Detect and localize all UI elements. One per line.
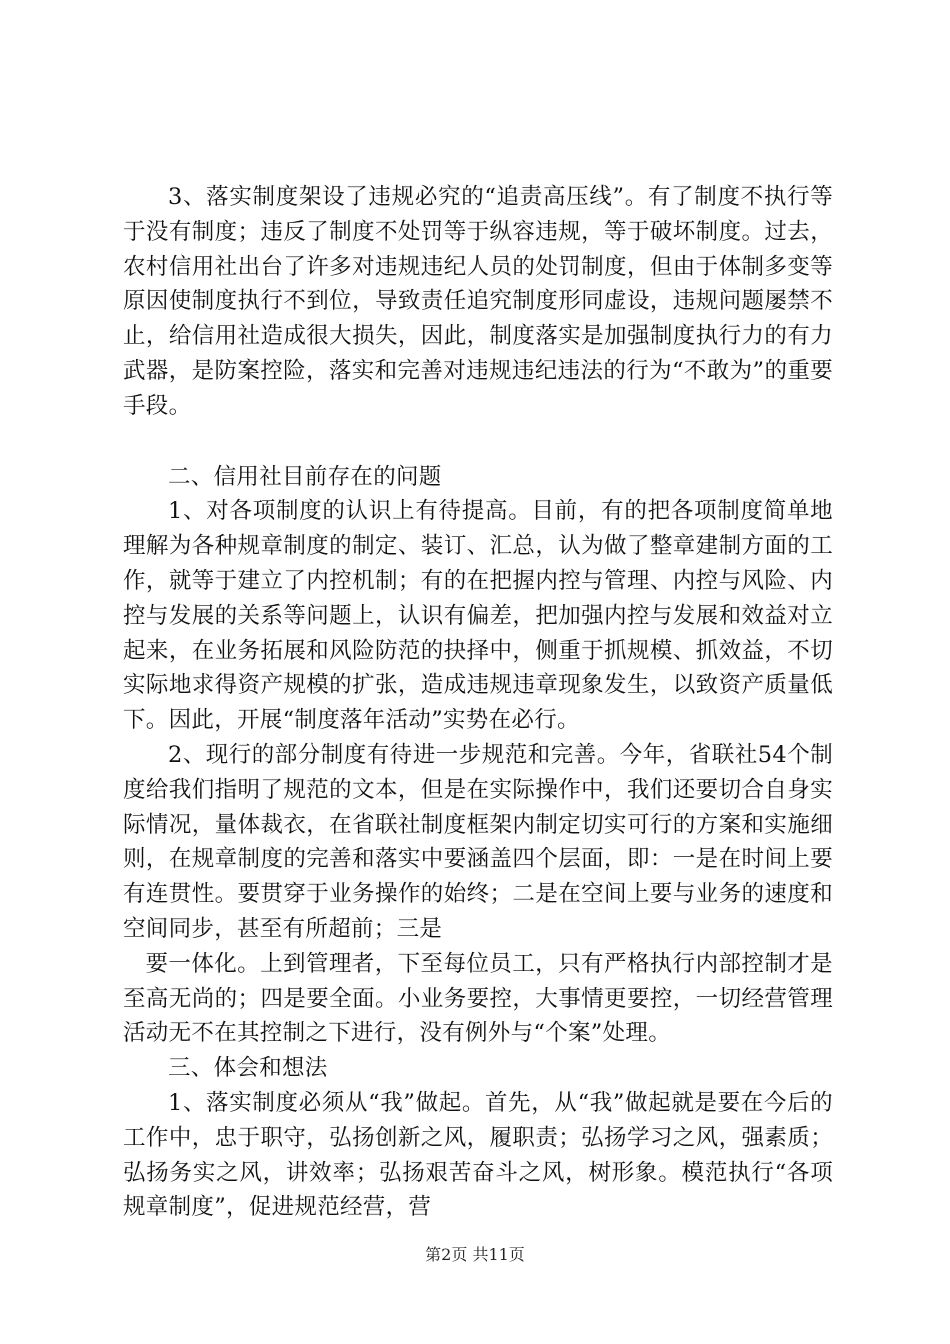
page-number-footer: 第2页 共11页 (425, 1245, 525, 1264)
document-body (123, 180, 833, 1225)
paragraph-start-with-me: 1、落实制度必须从“我”做起。首先，从“我”做起就是要在今后的工作中，忠于职守，弘扬创新之风，履职责；弘扬学习之风，强素质；弘扬务实之风，讲效率；弘扬艰苦奋斗之风，树形象。模范执行“各项规章制度”，促进规范经营，营 (123, 1089, 833, 1221)
paragraph-standardization: 2、现行的部分制度有待进一步规范和完善。今年，省联社54个制度给我们指明了规范的文本，但是在实际操作中，我们还要切合自身实际情况，量体裁衣，在省联社制度框架内制定切实可行的方案和实施细则，在规章制度的完善和落实中要涵盖四个层面，即：一是在时间上要有连贯性。要贯穿于业务操作的始终；二是在空间上要与业务的速度和空间同步，甚至有所超前；三是 (123, 741, 833, 942)
section-heading-problems: 二、信用社目前存在的问题 (168, 463, 442, 490)
paragraph-awareness: 1、对各项制度的认识上有待提高。目前，有的把各项制度简单地理解为各种规章制度的制定、装订、汇总，认为做了整章建制方面的工作，就等于建立了内控机制；有的在把握内控与管理、内控与风险、内控与发展的关系等问题上，认识有偏差，把加强内控与发展和效益对立起来，在业务拓展和风险防范的抉择中，侧重于抓规模、抓效益，不切实际地求得资产规模的扩张，造成违规违章现象发生，以致资产质量低下。因此，开展“制度落年活动”实势在必行。 (123, 498, 833, 734)
section-heading-reflections: 三、体会和想法 (168, 1055, 328, 1082)
paragraph-integration: 要一体化。上到管理者，下至每位员工，只有严格执行内部控制才是至高无尚的；四是要全面。小业务要控，大事情更要控，一切经营管理活动无不在其控制之下进行，没有例外与“个案”处理。 (123, 950, 833, 1047)
paragraph-accountability: 3、落实制度架设了违规必究的“追责高压线”。有了制度不执行等于没有制度；违反了制度不处罚等于纵容违规，等于破坏制度。过去，农村信用社出台了许多对违规违纪人员的处罚制度，但由于体制多变等原因使制度执行不到位，导致责任追究制度形同虚设，违规问题屡禁不止，给信用社造成很大损失，因此，制度落实是加强制度执行力的有力武器，是防案控险，落实和完善对违规违纪违法的行为“不敢为”的重要手段。 (123, 184, 833, 419)
